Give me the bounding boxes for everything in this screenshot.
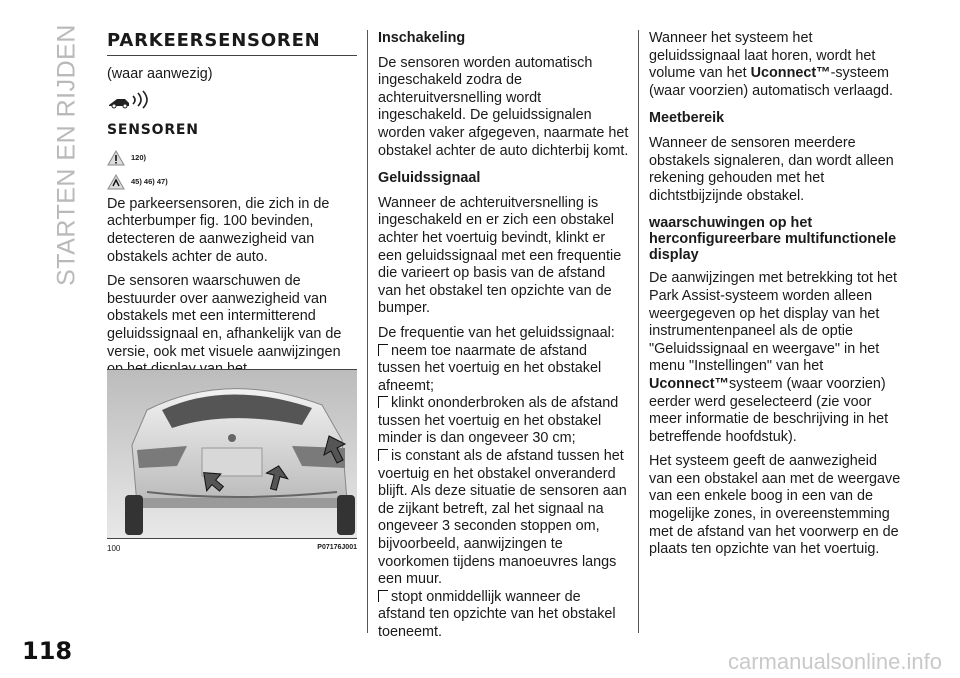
section-heading: PARKEERSENSOREN [107,30,321,51]
heading-waarschuwingen: waarschuwingen op het herconfigureerbare multifunctionele display [649,215,897,264]
bullet-icon [378,344,388,356]
paragraph: De frequentie van het geluidssignaal: [378,324,615,341]
icon-row [107,90,357,112]
paragraph: De sensoren waarschuwen de bestuurder over aanwezigheid van obstakels met een intermitterend geluidssignaal en, afhankelijk van de versie, ook met visuele aanwijzingen [107,273,342,360]
paragraph: De aanwijzingen met betrekking tot het Park Assist-systeem worden alleen weergegeven op het display van het instrumentenpaneel als de optie "Geluidssignaal en weergave" in het menu "Instellingen" van het Uconnect™systeem (waar voorzien) eerder werd geselecteerd (zie voor meer informatie de beschrijving in het betreffende hoofdstuk). [649,270,897,445]
column-3 [649,30,901,566]
list-item: stopt onmiddellijk wanneer de afstand ten opzichte van het obstakel toeneemt. [378,588,616,640]
caution-icon [107,174,125,190]
list-item: klinkt ononderbroken als de afstand tussen het voertuig en het obstakel minder is dan ongeveer 30 cm; [378,395,619,447]
paragraph: Het systeem geeft de aanwezigheid van een obstakel aan met de weergave van een enkele boog in een van de mogelijke zones, in overeenstemming met de afstand van het voorwerp en de plaats ten opzichte van het voertuig. [649,453,901,558]
bullet-icon [378,449,388,461]
list-item: neem toe naarmate de afstand tussen het voertuig en het obstakel afneemt; [378,342,602,394]
paragraph: Wanneer de sensoren meerdere obstakels signaleren, dan wordt alleen rekening gehouden met het dichtstbijzijnde obstakel. [649,134,894,204]
warning-note-row [107,148,357,168]
watermark: carmanualsonline.info [727,649,942,674]
sub-heading: SENSOREN [107,122,199,139]
figure-code: P07176J001 [317,544,357,551]
paragraph: Wanneer het systeem het geluidssignaal laat horen, wordt het volume van het Uconnect™-systeem (waar voorzien) automatisch verlaagd. [649,30,893,99]
heading-rule [107,55,357,56]
column-1 [107,30,357,403]
car-rear-illustration [107,370,357,538]
side-section-title: STARTEN EN RIJDEN [52,24,81,286]
warning-note-row [107,172,357,192]
paragraph: De parkeersensoren, die zich in de achterbumper fig. 100 bevinden, detecteren de aanwezigheid van obstakels achter de auto. [107,195,330,265]
heading-geluidssignaal: Geluidssignaal [378,170,481,187]
figure-rear-bumper [107,369,357,539]
figure-number: 100 [107,544,121,553]
heading-meetbereik: Meetbereik [649,110,725,127]
note-reference: 120) [131,152,147,162]
warning-icon [107,150,125,166]
parking-sensor-icon [107,90,151,110]
note-reference: 45) 46) 47) [131,176,168,186]
column-2 [378,30,630,642]
bullet-icon [378,396,388,408]
page-number: 118 [22,637,73,665]
column-divider [638,30,639,633]
list-item: is constant als de afstand tussen het voertuig en het obstakel onveranderd blijft. Als deze situatie de sensoren aan de zijkant betreft, zal het signaal na ongeveer 3 seconden stoppen om, bijvoorbeeld, aanwijzingen te voorkomen tijdens manoeuvres langs een muur. [378,448,627,588]
paragraph: Wanneer de achteruitversnelling is ingeschakeld en er zich een obstakel achter het voertuig bevindt, klinkt er een geluidssignaal met een frequentie die varieert op basis van de afstand van het obstakel ten opzichte van de bumper. [378,194,622,317]
heading-inschakeling: Inschakeling [378,30,466,46]
availability-note: (waar aanwezig) [107,65,213,82]
column-divider [367,30,368,633]
paragraph: De sensoren worden automatisch ingeschakeld zodra de achteruitversnelling wordt ingeschakeld. De geluidssignalen worden vaker afgegeven, naarmate het obstakel achter de auto dichterbij komt. [378,54,629,159]
bullet-icon [378,590,388,602]
